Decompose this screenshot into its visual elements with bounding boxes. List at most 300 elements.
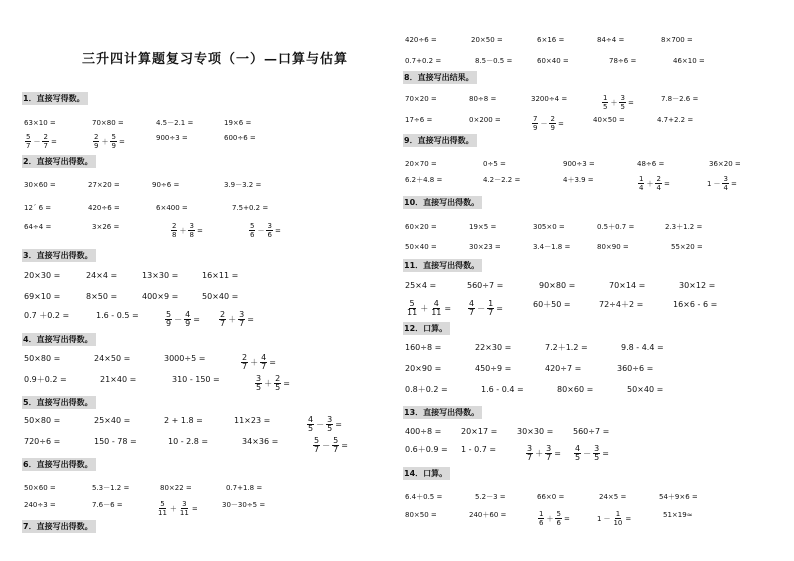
fraction: [487, 300, 494, 317]
denominator: 6: [250, 231, 255, 239]
problem-text: 20×30 =: [24, 271, 61, 280]
math-problem: [709, 159, 741, 169]
numerator: 1: [639, 175, 644, 183]
equals-sign: =: [444, 303, 452, 313]
math-problem: [467, 300, 503, 317]
equals-sign: =: [341, 440, 348, 450]
problem-text: 46×10 =: [673, 57, 705, 65]
math-problem: [24, 180, 56, 190]
operator: －: [713, 179, 721, 188]
problem-text: 0×200 =: [469, 116, 501, 124]
math-problem: [222, 500, 265, 510]
problem-text: 1 - 0.7 =: [461, 445, 497, 454]
problem-text: 900÷3 =: [563, 160, 595, 168]
problem-text: 4.5－2.1 =: [156, 119, 194, 127]
operator: －: [322, 440, 331, 450]
operator: －: [257, 226, 265, 235]
math-problem: [24, 271, 60, 281]
math-problem: [24, 133, 57, 150]
operator: －: [540, 119, 548, 128]
denominator: 7: [469, 308, 475, 317]
math-problem: [405, 175, 442, 185]
math-problem: [405, 300, 451, 317]
math-problem: [242, 437, 278, 447]
math-problem: [679, 281, 715, 291]
problem-text: 3200÷4 =: [531, 95, 568, 103]
problem-text: 420÷7 =: [545, 364, 582, 373]
numerator: 5: [409, 299, 415, 308]
fraction: [549, 115, 555, 132]
problem-text: 3.9－3.2 =: [224, 181, 262, 189]
math-problem: [156, 133, 188, 143]
problem-text: 30×23 =: [469, 243, 501, 251]
denominator: 9: [111, 142, 116, 150]
numerator: 5: [166, 310, 172, 319]
math-problem: [24, 354, 60, 364]
math-problem: [573, 445, 609, 462]
numerator: 5: [314, 436, 320, 445]
problem-text: 90÷6 =: [152, 181, 180, 189]
math-problem: [405, 492, 442, 502]
fraction: [313, 437, 320, 454]
math-problem: [142, 292, 178, 302]
math-problem: [637, 159, 664, 169]
problem-text: 600÷6 =: [224, 134, 256, 142]
denominator: 5: [275, 383, 281, 392]
problem-text: 420÷6 =: [405, 36, 437, 44]
operator: －: [174, 314, 183, 324]
problem-text: 7.2＋1.2 =: [545, 343, 588, 352]
equals-sign: =: [602, 448, 609, 458]
problem-text: 4.7+2.2 =: [657, 116, 694, 124]
numerator: 2: [242, 353, 248, 362]
denominator: 5: [620, 103, 625, 111]
operator: －: [33, 137, 41, 146]
math-problem: [557, 385, 593, 395]
problem-text: 50×80 =: [24, 354, 61, 363]
math-problem: [517, 427, 553, 437]
math-problem: [469, 94, 496, 104]
fraction: [332, 437, 339, 454]
problem-text: 25×4 =: [405, 281, 437, 290]
math-problem: [483, 175, 520, 185]
math-problem: [156, 118, 193, 128]
math-problem: [597, 35, 624, 45]
math-problem: [661, 94, 698, 104]
numerator: 2: [656, 175, 661, 183]
math-problem: [168, 437, 208, 447]
denominator: 5: [327, 424, 333, 433]
problem-text: 3000÷5 =: [164, 354, 206, 363]
math-problem: [469, 242, 501, 252]
math-problem: [469, 222, 496, 232]
math-problem: [531, 94, 567, 104]
numerator: 3: [723, 175, 728, 183]
problem-text: 66×0 =: [537, 493, 565, 501]
math-problem: [24, 203, 51, 213]
operator: ＋: [420, 303, 429, 313]
problem-text: 2.3＋1.2 =: [665, 223, 703, 231]
denominator: 8: [172, 231, 177, 239]
fraction: [260, 354, 267, 371]
denominator: 6: [556, 519, 561, 527]
fraction: [266, 222, 272, 239]
denominator: 9: [185, 319, 191, 328]
problem-text: 720÷6 =: [24, 437, 61, 446]
problem-text: 420÷6 =: [88, 204, 120, 212]
math-problem: [405, 343, 441, 353]
operator: ＋: [264, 378, 273, 388]
fraction: [468, 300, 475, 317]
problem-text: 24×5 =: [599, 493, 627, 501]
fraction: [255, 375, 262, 392]
math-problem: [405, 427, 441, 437]
fraction: [307, 416, 314, 433]
problem-text: 4.2－2.2 =: [483, 176, 521, 184]
math-problem: [24, 222, 51, 232]
problem-text: 5.2－3 =: [475, 493, 506, 501]
problem-text: 6.2＋4.8 =: [405, 176, 443, 184]
math-problem: [545, 364, 581, 374]
math-problem: [531, 115, 564, 132]
math-problem: [627, 385, 663, 395]
numerator: 2: [43, 133, 48, 141]
numerator: 4: [433, 299, 439, 308]
denominator: 9: [94, 142, 99, 150]
operator: －: [316, 419, 325, 429]
problem-text: 0.8＋0.2 =: [405, 385, 448, 394]
math-problem: [609, 56, 636, 66]
numerator: 1: [615, 510, 621, 518]
problem-text: 20×70 =: [405, 160, 437, 168]
section-header: 1．直接写得数。: [22, 92, 88, 105]
math-problem: [533, 242, 570, 252]
math-problem: [160, 483, 192, 493]
problem-text: 21×40 =: [100, 375, 137, 384]
fraction: [42, 133, 48, 150]
problem-text: 80×22 =: [160, 484, 192, 492]
math-problem: [545, 343, 588, 353]
section-header: 6．直接写出得数。: [22, 458, 96, 471]
math-problem: [659, 492, 698, 502]
problem-text: 80×60 =: [557, 385, 594, 394]
problem-text: 34×36 =: [242, 437, 279, 446]
denominator: 11: [158, 509, 167, 517]
math-problem: [92, 222, 119, 232]
math-problem: [226, 483, 262, 493]
problem-text: 22×30 =: [475, 343, 512, 352]
numerator: 2: [172, 222, 177, 230]
problem-text: 0.7+1.8 =: [226, 484, 263, 492]
problem-text: 50×40 =: [405, 243, 437, 251]
math-problem: [707, 175, 737, 192]
math-problem: [170, 222, 203, 239]
math-problem: [673, 56, 705, 66]
fraction: [326, 416, 333, 433]
problem-text: 20×90 =: [405, 364, 442, 373]
problem-text: 17÷6 =: [405, 116, 433, 124]
math-problem: [469, 510, 506, 520]
numerator: 1: [539, 510, 544, 518]
problem-text: 6×16 =: [537, 36, 565, 44]
math-problem: [405, 364, 441, 374]
math-problem: [467, 281, 503, 291]
problem-text: 450÷9 =: [475, 364, 512, 373]
fraction: [430, 300, 442, 317]
problem-text: 6.4＋0.5 =: [405, 493, 443, 501]
problem-text: 12´ 6 =: [24, 204, 52, 212]
fraction: [171, 222, 177, 239]
numerator: 5: [333, 436, 339, 445]
operator: －: [603, 514, 611, 523]
numerator: 2: [275, 374, 281, 383]
problem-text: 5.3－1.2 =: [92, 484, 130, 492]
problem-text: 25×40 =: [94, 416, 131, 425]
problem-text: 80×50 =: [405, 511, 437, 519]
operator: ＋: [610, 98, 618, 107]
math-problem: [637, 175, 670, 192]
operator: ＋: [101, 137, 109, 146]
numerator: 1: [603, 94, 608, 102]
numerator: 4: [261, 353, 267, 362]
math-problem: [312, 437, 348, 454]
denominator: 7: [488, 308, 494, 317]
equals-sign: =: [563, 514, 570, 523]
problem-text: 305×0 =: [533, 223, 565, 231]
math-problem: [475, 364, 511, 374]
math-problem: [673, 300, 717, 310]
math-problem: [475, 492, 506, 502]
math-problem: [142, 271, 178, 281]
fraction: [638, 175, 644, 192]
problem-text: 0.6＋0.9 =: [405, 445, 448, 454]
operator: ＋: [646, 179, 654, 188]
problem-text: 0÷5 =: [483, 160, 506, 168]
section-header: 11．直接写出得数。: [403, 259, 482, 272]
math-problem: [593, 115, 625, 125]
problem-text: 70×14 =: [609, 281, 646, 290]
math-problem: [609, 281, 645, 291]
problem-text: 7.5+0.2 =: [232, 204, 269, 212]
math-problem: [657, 115, 693, 125]
fraction: [538, 510, 544, 527]
right-column: [397, 0, 794, 561]
numerator: 3: [527, 444, 533, 453]
denominator: 7: [333, 445, 339, 454]
denominator: 6: [539, 519, 544, 527]
math-problem: [86, 271, 117, 281]
math-problem: [405, 35, 437, 45]
numerator: 2: [220, 310, 226, 319]
equals-sign: =: [730, 179, 737, 188]
fraction: [555, 510, 561, 527]
operator: ＋: [546, 514, 554, 523]
equals-sign: =: [335, 419, 342, 429]
math-problem: [254, 375, 290, 392]
math-problem: [248, 222, 281, 239]
problem-text: 310 - 150 =: [172, 375, 220, 384]
problem-text: 70×80 =: [92, 119, 124, 127]
denominator: 11: [431, 308, 442, 317]
denominator: 11: [179, 509, 189, 517]
math-problem: [597, 510, 631, 527]
math-problem: [469, 115, 501, 125]
math-problem: [405, 56, 441, 66]
equals-sign: =: [274, 226, 281, 235]
denominator: 7: [314, 445, 320, 454]
problem-text: 50×40 =: [627, 385, 664, 394]
math-problem: [525, 445, 561, 462]
denominator: 7: [546, 453, 552, 462]
denominator: 5: [594, 453, 600, 462]
numerator: 5: [160, 500, 165, 508]
fraction: [574, 445, 581, 462]
section-header: 8．直接写出结果。: [403, 71, 477, 84]
math-problem: [92, 118, 124, 128]
operator: ＋: [228, 314, 237, 324]
operator: ＋: [179, 226, 187, 235]
fraction: [184, 311, 191, 328]
numerator: 3: [594, 444, 600, 453]
math-problem: [24, 375, 67, 385]
equals-sign: =: [557, 119, 564, 128]
numerator: 3: [267, 222, 272, 230]
problem-text: 1.6 - 0.5 =: [96, 311, 139, 320]
problem-text: 1.6 - 0.4 =: [481, 385, 524, 394]
problem-text: 0.9＋0.2 =: [24, 375, 67, 384]
numerator: 4: [308, 415, 314, 424]
math-problem: [563, 159, 595, 169]
operator: ＋: [535, 448, 544, 458]
fraction: [406, 300, 418, 317]
math-problem: [461, 445, 496, 455]
problem-text: 3.4－1.8 =: [533, 243, 571, 251]
problem-text: 16×11 =: [202, 271, 239, 280]
math-problem: [24, 437, 60, 447]
numerator: 3: [182, 500, 187, 508]
problem-text: 19×5 =: [469, 223, 497, 231]
problem-text: 72÷4＋2 =: [599, 300, 644, 309]
equals-sign: =: [283, 378, 290, 388]
fraction: [25, 133, 31, 150]
denominator: 5: [603, 103, 608, 111]
math-problem: [405, 115, 432, 125]
problem-text: 240÷3 =: [24, 501, 56, 509]
math-problem: [617, 364, 653, 374]
numerator: 2: [550, 115, 555, 123]
fraction: [619, 94, 625, 111]
problem-text: 0.7 ＋0.2 =: [24, 311, 70, 320]
math-problem: [405, 281, 436, 291]
problem-text: 50×40 =: [202, 292, 239, 301]
problem-text: 360÷6 =: [617, 364, 654, 373]
math-problem: [665, 222, 702, 232]
problem-text: 78÷6 =: [609, 57, 637, 65]
denominator: 10: [613, 519, 623, 527]
numerator: 4: [469, 299, 475, 308]
problem-text: 400÷8 =: [405, 427, 442, 436]
equals-sign: =: [196, 226, 203, 235]
problem-text: 30×12 =: [679, 281, 716, 290]
math-problem: [671, 242, 703, 252]
problem-text: 10 - 2.8 =: [168, 437, 209, 446]
denominator: 7: [239, 319, 245, 328]
problem-text: 13×30 =: [142, 271, 179, 280]
numerator: 5: [26, 133, 31, 141]
equals-sign: =: [496, 303, 503, 313]
fraction: [593, 445, 600, 462]
denominator: 7: [43, 142, 48, 150]
math-problem: [92, 500, 123, 510]
problem-text: 20×17 =: [461, 427, 498, 436]
problem-text: 60×20 =: [405, 223, 437, 231]
math-problem: [537, 56, 569, 66]
fraction: [238, 311, 245, 328]
problem-text: 900÷3 =: [156, 134, 188, 142]
problem-text: 40×50 =: [593, 116, 625, 124]
operator: －: [477, 303, 486, 313]
problem-text: 27×20 =: [88, 181, 120, 189]
math-problem: [661, 35, 693, 45]
math-problem: [563, 175, 594, 185]
math-problem: [601, 94, 634, 111]
numerator: 5: [111, 133, 116, 141]
math-problem: [94, 416, 130, 426]
problem-text: 30×60 =: [24, 181, 56, 189]
problem-text: 48÷6 =: [637, 160, 665, 168]
problem-text: 63×10 =: [24, 119, 56, 127]
math-problem: [152, 180, 179, 190]
denominator: 6: [267, 231, 272, 239]
fraction: [110, 133, 116, 150]
numerator: 5: [250, 222, 255, 230]
math-problem: [533, 222, 565, 232]
numerator: 3: [189, 222, 194, 230]
math-problem: [202, 271, 238, 281]
section-header: 7．直接写出得数。: [22, 520, 96, 533]
math-problem: [405, 242, 437, 252]
numerator: 2: [94, 133, 99, 141]
problem-text: 160÷8 =: [405, 343, 442, 352]
math-problem: [156, 500, 198, 517]
operator: ＋: [169, 504, 177, 513]
section-header: 9．直接写出得数。: [403, 134, 477, 147]
math-problem: [599, 300, 643, 310]
fraction: [722, 175, 728, 192]
problem-text: 69×10 =: [24, 292, 61, 301]
math-problem: [663, 510, 693, 520]
math-problem: [537, 35, 564, 45]
problem-text: 54＋9×6 =: [659, 493, 698, 501]
math-problem: [481, 385, 524, 395]
math-problem: [86, 292, 117, 302]
math-problem: [24, 416, 60, 426]
math-problem: [94, 437, 137, 447]
problem-text: 11×23 =: [234, 416, 271, 425]
problem-text: 6×400 =: [156, 204, 188, 212]
section-header: 3．直接写出得数。: [22, 249, 96, 262]
math-problem: [88, 180, 120, 190]
math-problem: [240, 354, 276, 371]
fraction: [249, 222, 255, 239]
math-problem: [405, 445, 448, 455]
math-problem: [100, 375, 136, 385]
math-problem: [164, 416, 203, 426]
math-problem: [475, 56, 512, 66]
math-problem: [164, 311, 200, 328]
problem-text: 36×20 =: [709, 160, 741, 168]
math-problem: [537, 492, 564, 502]
